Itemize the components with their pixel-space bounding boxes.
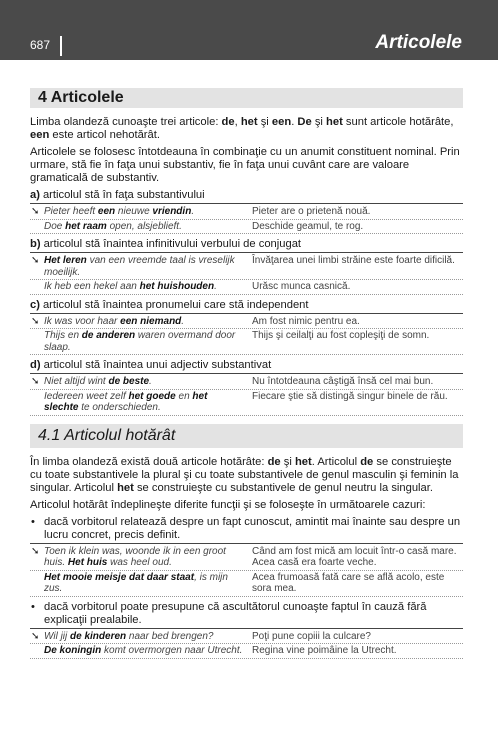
example-row <box>30 571 463 597</box>
romanian-translation: Regina vine poimâine la Utrecht. <box>252 645 397 656</box>
romanian-translation: Nu întotdeauna câştigă însă cel mai bun. <box>252 376 434 387</box>
definite-article-paragraph: În limba olandeză există două articole hotărâte: de şi het. Articolul de se construieşte cu toate substantivele la plural şi cu toate substantivele de genul masculin şi feminin la singular. Articolul het se construieşte cu substantivele de genul neutru la singular. <box>30 455 459 494</box>
intro-paragraph-2: Articolele se folosesc întotdeauna în combinaţie cu un anumit constituent nominal. Prin urmare, stă fie în faţa unui substantiv, fie în faţa unui cuvânt care are valoare gramaticală de substantiv. <box>30 146 460 184</box>
example-row <box>30 390 463 416</box>
page-number: 687 <box>30 38 51 52</box>
usage-heading: c) articolul stă înaintea pronumelui care stă independent <box>30 299 463 314</box>
usage-item <box>30 189 463 234</box>
usage-heading: a) articolul stă în faţa substantivului <box>30 189 463 204</box>
chapter-title: Articolele <box>375 32 462 53</box>
dutch-example: Ik heb een hekel aan het huishouden. <box>44 281 217 292</box>
section-heading: 4 Articolele <box>30 88 463 108</box>
romanian-translation: Fiecare ştie să distingă singur binele de rău. <box>252 390 448 402</box>
romanian-translation: Când am fost mică am locuit într-o casă mare. Acea casă era foarte veche. <box>252 545 457 568</box>
romanian-translation: Pieter are o prietenă nouă. <box>252 206 371 217</box>
example-row <box>30 644 463 659</box>
dutch-example: ➘ Pieter heeft een nieuwe vriendin. <box>31 206 195 217</box>
usage-item <box>30 299 463 356</box>
bullet-icon: • <box>31 515 35 528</box>
page-content <box>30 88 463 661</box>
romanian-translation: Thijs şi ceilalţi au fost copleşiţi de somn. <box>252 330 430 341</box>
example-row <box>30 254 463 280</box>
bullet-item <box>30 516 463 597</box>
dutch-example: ➘ Toen ik klein was, woonde ik in een groot huis. Het huis was heel oud. <box>31 545 226 568</box>
usage-item <box>30 359 463 416</box>
romanian-translation: Poţi pune copiii la culcare? <box>252 630 371 642</box>
usage-heading: d) articolul stă înaintea unui adjectiv substantivat <box>30 359 463 374</box>
subsection-heading: 4.1 Articolul hotărât <box>30 424 463 448</box>
example-row <box>30 220 463 235</box>
usage-item <box>30 238 463 295</box>
romanian-translation: Urăsc munca casnică. <box>252 281 351 292</box>
bullet-heading: • dacă vorbitorul relatează despre un fapt cunoscut, amintit mai înainte sau despre un lucru concret, precis definit. <box>30 516 463 544</box>
example-row <box>30 280 463 295</box>
dutch-example: Iedereen weet zelf het goede en het slechte te onderschieden. <box>44 390 208 413</box>
arrow-icon: ➘ <box>31 315 40 327</box>
dutch-example: Thijs en de anderen waren overmand door slaap. <box>44 330 236 353</box>
arrow-icon: ➘ <box>31 255 40 266</box>
functions-paragraph: Articolul hotărât îndeplineşte diferite funcţii şi se foloseşte în următoarele cazuri: <box>30 498 426 511</box>
dutch-example: ➘ Het leren van een vreemde taal is vreselijk moeilijk. <box>31 255 235 278</box>
example-row <box>30 545 463 571</box>
dutch-example: Doe het raam open, alsjeblieft. <box>44 220 182 232</box>
arrow-icon: ➘ <box>31 630 40 642</box>
arrow-icon: ➘ <box>31 206 40 217</box>
usage-list <box>30 189 463 416</box>
romanian-translation: Acea frumoasă fată care se află acolo, este sora mea. <box>252 571 445 594</box>
usage-heading: b) articolul stă înaintea infinitivului verbului de conjugat <box>30 238 463 253</box>
bullet-item <box>30 601 463 659</box>
dutch-example: Het mooie meisje dat daar staat, is mijn zus. <box>44 571 228 594</box>
dutch-example: ➘ Ik was voor haar een niemand. <box>31 315 185 327</box>
arrow-icon: ➘ <box>31 545 40 557</box>
intro-paragraph-1: Limba olandeză cunoaşte trei articole: de, het şi een. De şi het sunt articole hotărâte, een este articol nehotărât. <box>30 116 454 141</box>
arrow-icon: ➘ <box>31 376 40 387</box>
dutch-example: ➘ Niet altijd wint de beste. <box>31 376 152 387</box>
header-divider <box>60 36 62 56</box>
example-row <box>30 315 463 330</box>
romanian-translation: Învăţarea unei limbi străine este foarte dificilă. <box>252 255 455 266</box>
bullet-icon: • <box>31 600 35 613</box>
example-row <box>30 630 463 645</box>
example-row <box>30 329 463 355</box>
bullet-heading: • dacă vorbitorul poate presupune că ascultătorul cunoaşte faptul în cauză fără explicaţii prealabile. <box>30 601 463 629</box>
bullet-list <box>30 516 463 659</box>
romanian-translation: Am fost nimic pentru ea. <box>252 315 360 327</box>
romanian-translation: Deschide geamul, te rog. <box>252 220 364 232</box>
dutch-example: De koningin komt overmorgen naar Utrecht. <box>44 645 243 656</box>
example-row <box>30 205 463 220</box>
dutch-example: ➘ Wil jij de kinderen naar bed brengen? <box>31 630 214 642</box>
page-header <box>0 0 498 60</box>
example-row <box>30 375 463 390</box>
